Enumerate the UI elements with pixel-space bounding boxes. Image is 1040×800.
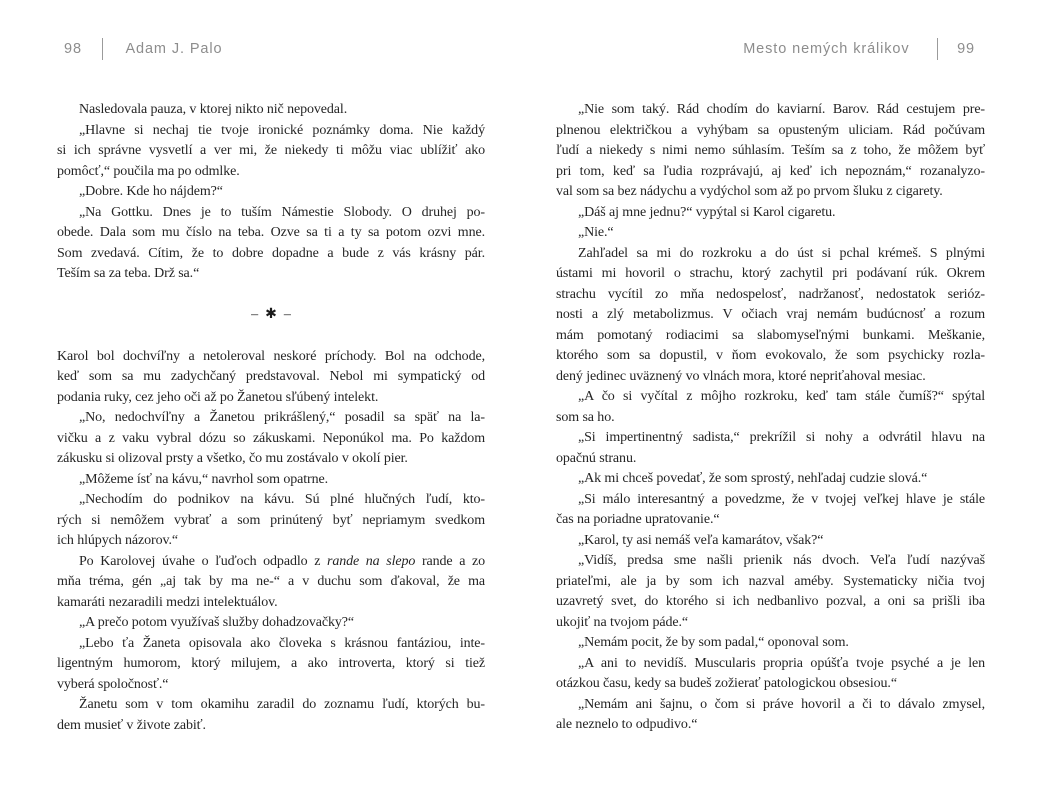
text-line: opačnú stranu. <box>556 450 637 466</box>
paragraph <box>556 654 985 695</box>
text-line: vyberá spoločnosť.“ <box>57 676 169 692</box>
text-line: mám pomotaný rodiacimi sa slabomyseľnými bunkami. Meškanie, <box>556 327 985 343</box>
text-line: som sa ho. <box>556 409 615 425</box>
paragraph <box>556 551 985 633</box>
text-line: strachu vycítil zo mňa nedospelosť, nadržanosť, nedostatok serióz- <box>556 286 985 302</box>
text-line: „Nemám pocit, že by som padal,“ oponoval som. <box>578 635 849 650</box>
plain-text: rande a zo <box>415 553 485 569</box>
text-line: ústami mi hovoril o strachu, ktorý zachytil pri podávaní rúk. Okrem <box>556 266 985 281</box>
text-line: „No, nedochvíľny a Žanetou prikrášlený,“ posadil sa späť na la- <box>79 410 485 425</box>
text-line: „Si impertinentný sadista,“ prekrížil si nohy a odvrátil hlavu na <box>578 430 985 445</box>
text-line: Žanetu som v tom okamihu zaradil do zoznamu ľudí, ktorých bu- <box>79 697 485 712</box>
text-line: „Na Gottku. Dnes je to tuším Námestie Slobody. O druhej po- <box>79 204 485 220</box>
paragraph <box>556 531 985 552</box>
text-line: nosti a zlý metabolizmus. V očiach vraj nemám budúcnosť a rozum <box>556 307 985 322</box>
text-line: dený jedinec uväznený vo vlnách mora, ktoré nepriťahoval mesiac. <box>556 368 926 384</box>
text-line: „Vidíš, predsa sme našli prienik nás dvoch. Veľa ľudí nazývaš <box>578 553 985 568</box>
paragraph <box>57 408 485 470</box>
text-line: uzavretý svet, do ktorého si ich nedbanlivo pozval, a oni sa prišli iba <box>556 594 985 609</box>
text-line: ale neznelo to odpudivo.“ <box>556 717 698 732</box>
header-divider-left <box>102 38 104 60</box>
text-line: „Lebo ťa Žaneta opisovala ako človeka s krásnou fantáziou, inte- <box>79 635 485 651</box>
text-line: „Dobre. Kde ho nájdem?“ <box>79 184 223 199</box>
text-line: obede. Dala som mu číslo na teba. Ozve sa ti a ty sa potom ozvi mne. <box>57 225 485 240</box>
text-line: ligentným humorom, ktorý milujem, a ako introverta, ktorý si tiež <box>57 656 485 671</box>
text-line: „Ak mi chceš povedať, že som sprostý, nehľadaj cudzie slová.“ <box>578 471 928 486</box>
section-separator-ornament: –✱– <box>251 307 298 323</box>
paragraph <box>57 100 485 121</box>
paragraph <box>57 347 485 409</box>
text-line: ktorého som sa dopustil, v ňom evokovalo, že som psychicky rozla- <box>556 348 985 363</box>
text-line: plnenou električkou a vyhýbam sa opusteným uliciam. Rád počúvam <box>556 122 985 138</box>
running-header-left <box>64 38 222 60</box>
text-line: „Nie.“ <box>578 225 614 240</box>
italic-text: rande na slepo <box>326 553 416 569</box>
paragraph <box>57 182 485 203</box>
plain-text: Po Karolovej úvahe o ľuďoch odpadlo z <box>79 553 327 569</box>
paragraph <box>57 634 485 696</box>
paragraph <box>556 387 985 428</box>
header-divider-right <box>937 38 939 60</box>
text-line: keď som sa mu zadychčaný predstavoval. Nebol mi sympatický od <box>57 369 485 384</box>
paragraph <box>556 428 985 469</box>
text-line: „Nemám ani šajnu, o čom si práve hovoril a či to dávalo zmysel, <box>578 696 985 712</box>
text-line: „Hlavne si nechaj tie tvoje ironické poznámky doma. Nie každý <box>79 122 485 138</box>
paragraph <box>57 121 485 183</box>
text-line: Teším sa za teba. Drž sa.“ <box>57 266 200 281</box>
text-line: Karol bol dochvíľny a netoleroval neskoré príchody. Bol na odchode, <box>57 348 485 364</box>
page-number-right: 99 <box>957 41 975 57</box>
paragraph <box>57 613 485 634</box>
text-line: rých si nemôžem vybrať a som prinútený byť nepriamym svedkom <box>57 512 485 528</box>
paragraph <box>57 203 485 285</box>
paragraph <box>556 469 985 490</box>
text-line: ukojiť na tvojom páde.“ <box>556 614 688 630</box>
text-line: si ich správne vysvetlí a ver mi, že niekedy ti môžu viac ublížiť ako <box>57 143 485 158</box>
text-line: „A prečo potom využívaš služby dohadzovačky?“ <box>79 615 355 630</box>
text-line: val som sa bez nádychu a vydýchol som až po prvom šluku z cigarety. <box>556 184 943 199</box>
text-line: Nasledovala pauza, v ktorej nikto nič nepovedal. <box>79 102 348 117</box>
text-line: Zahľadel sa mi do rozkroku a do úst si pchal krémeš. S plnými <box>578 245 985 261</box>
text-line: „Nechodím do podnikov na kávu. Sú plné hlučných ľudí, kto- <box>79 492 485 507</box>
paragraph <box>556 100 985 203</box>
running-header-left-title: Adam J. Palo <box>125 41 223 57</box>
right-page-text <box>556 100 985 736</box>
text-line: mňa tréma, gén „aj tak by ma ne-“ a v duchu som ďakoval, že ma <box>57 574 485 589</box>
paragraph <box>556 633 985 654</box>
left-page-text <box>57 100 485 736</box>
text-line: „Dáš aj mne jednu?“ vypýtal si Karol cigaretu. <box>578 204 836 220</box>
text-line: priateľmi, ale ja by som ich nazval améby. Systematicky ničia tvoj <box>556 573 985 589</box>
text-line: dem musieť v živote zabiť. <box>57 717 206 733</box>
text-line: „A čo si vyčítal z môjho rozkroku, keď tam stále čumíš?“ spýtal <box>578 389 985 404</box>
text-line: „Karol, ty asi nemáš veľa kamarátov, však?“ <box>578 532 824 548</box>
text-line: ich hlúpych názorov.“ <box>57 533 179 548</box>
paragraph <box>57 490 485 552</box>
text-line: otázkou času, kedy sa budeš zožierať patologickou obsesiou.“ <box>556 676 897 691</box>
text-line: zákusku si olizoval prsty a všetko, čo mu zostávalo v okolí pier. <box>57 451 408 466</box>
paragraph <box>556 490 985 531</box>
text-line: Som zvedavá. Cítim, že to dobre dopadne a bude z vás krásny pár. <box>57 245 485 261</box>
text-line: vičku a z vaku vybral dózu so zákuskami. Neponúkol ma. Po každom <box>57 430 485 446</box>
running-header-right <box>743 38 975 60</box>
paragraph <box>57 695 485 736</box>
text-line <box>57 552 485 573</box>
paragraph <box>57 470 485 491</box>
paragraph <box>57 552 485 614</box>
text-line: kamaráti nezaradili medzi intelektuálov. <box>57 594 278 610</box>
text-line: „Môžeme ísť na kávu,“ navrhol som opatrne. <box>79 471 329 487</box>
paragraph <box>556 244 985 388</box>
text-line: pri tom, keď sa ľudia rozprávajú, aj keď ich nepoznám,“ rozanalyzo- <box>556 163 985 179</box>
paragraph <box>556 695 985 736</box>
text-line: pomôcť,“ poučila ma po odmlke. <box>57 163 240 179</box>
text-line: ľudí a niekedy s nimi nemo súhlasím. Teším sa z toho, že môžem byť <box>556 143 985 158</box>
paragraph <box>556 203 985 224</box>
text-line: „Si málo interesantný a povedzme, že v tvojej veľkej hlave je stále <box>578 491 985 507</box>
running-header-right-title: Mesto nemých králikov <box>743 41 910 57</box>
text-line: „A ani to nevidíš. Muscularis propria opúšťa tvoje psyché a je len <box>578 655 985 671</box>
page-number-left: 98 <box>64 41 82 57</box>
text-line: čas na poriadne upratovanie.“ <box>556 512 720 527</box>
paragraph <box>556 223 985 244</box>
text-line: podania ruky, cez jeho oči až po Žanetou sľúbený intelekt. <box>57 389 379 405</box>
text-line: „Nie som taký. Rád chodím do kaviarní. Barov. Rád cestujem pre- <box>578 102 985 117</box>
